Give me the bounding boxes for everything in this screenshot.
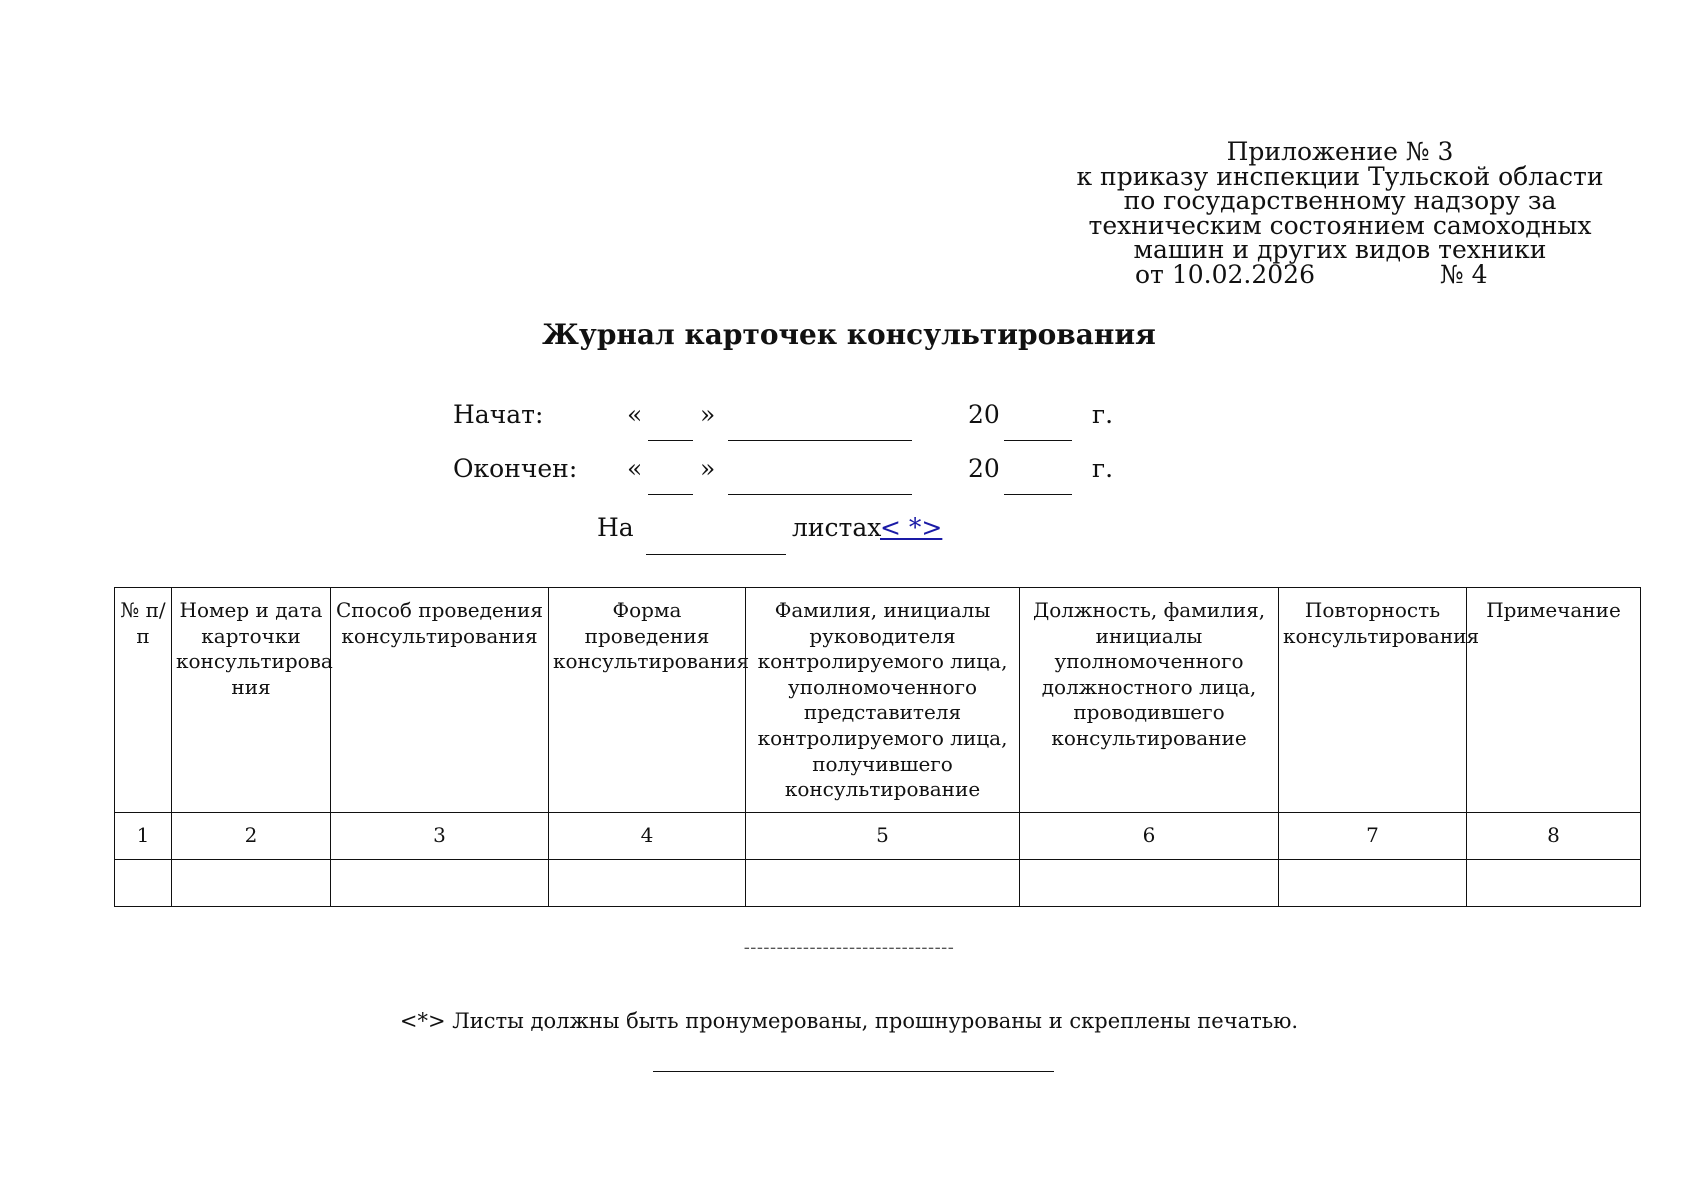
appendix-line: техническим состоянием самоходных xyxy=(1088,210,1592,240)
appendix-line: к приказу инспекции Тульской области xyxy=(1076,161,1604,191)
empty-cell[interactable] xyxy=(746,860,1020,907)
header-cell: № п/п xyxy=(115,588,172,813)
empty-cell[interactable] xyxy=(1279,860,1467,907)
ended-year-suffix: г. xyxy=(1092,454,1114,483)
column-number-cell: 2 xyxy=(172,813,331,860)
ended-label: Окончен: xyxy=(453,454,578,483)
empty-cell[interactable] xyxy=(172,860,331,907)
footnote-separator: -------------------------------- xyxy=(743,937,955,958)
journal-table xyxy=(114,587,1641,907)
footnote-reference-link[interactable]: < *> xyxy=(880,513,943,542)
document-title: Журнал карточек консультирования xyxy=(542,318,1156,351)
header-cell: Фамилия, инициалы руководителя контролируемого лица, уполномоченного представителя контролируемого лица, получившего консультирование xyxy=(746,588,1020,813)
sheets-count-blank[interactable] xyxy=(646,554,786,555)
started-month-blank[interactable] xyxy=(728,440,912,441)
sheets-label: листах xyxy=(792,513,882,542)
started-label: Начат: xyxy=(453,400,544,429)
started-year-suffix: г. xyxy=(1092,400,1114,429)
started-open-quote: « xyxy=(627,400,643,429)
header-cell: Примечание xyxy=(1467,588,1641,813)
header-cell: Номер и дата карточки консультирова ния xyxy=(172,588,331,813)
header-cell: Должность, фамилия, инициалы уполномоченного должностного лица, проводившего консультирование xyxy=(1020,588,1279,813)
empty-cell[interactable] xyxy=(1020,860,1279,907)
started-year-blank[interactable] xyxy=(1004,440,1072,441)
ended-month-blank[interactable] xyxy=(728,494,912,495)
column-number-cell: 8 xyxy=(1467,813,1641,860)
table-header-row xyxy=(115,588,1641,813)
table-row xyxy=(115,860,1641,907)
column-number-cell: 5 xyxy=(746,813,1020,860)
header-cell: Повторность консультирования xyxy=(1279,588,1467,813)
column-number-cell: 7 xyxy=(1279,813,1467,860)
empty-cell[interactable] xyxy=(549,860,746,907)
empty-cell[interactable] xyxy=(115,860,172,907)
ended-year-blank[interactable] xyxy=(1004,494,1072,495)
sheets-prefix: На xyxy=(597,513,634,542)
appendix-date: от 10.02.2026 xyxy=(1135,260,1315,289)
footer-divider xyxy=(653,1071,1054,1072)
ended-close-quote: » xyxy=(700,454,716,483)
header-cell: Форма проведения консультирования xyxy=(549,588,746,813)
header-cell: Способ проведения консультирования xyxy=(331,588,549,813)
column-number-cell: 4 xyxy=(549,813,746,860)
column-number-cell: 6 xyxy=(1020,813,1279,860)
footnote-text: <*> Листы должны быть пронумерованы, прошнурованы и скреплены печатью. xyxy=(399,1009,1299,1033)
started-close-quote: » xyxy=(700,400,716,429)
appendix-header xyxy=(1070,137,1610,264)
ended-year-prefix: 20 xyxy=(968,454,1000,483)
started-day-blank[interactable] xyxy=(648,440,693,441)
ended-open-quote: « xyxy=(627,454,643,483)
empty-cell[interactable] xyxy=(331,860,549,907)
column-number-cell: 1 xyxy=(115,813,172,860)
started-year-prefix: 20 xyxy=(968,400,1000,429)
appendix-number: № 4 xyxy=(1440,260,1488,289)
appendix-line: по государственному надзору за xyxy=(1123,186,1557,215)
column-number-row xyxy=(115,813,1641,860)
appendix-line: машин и других видов техники xyxy=(1133,235,1547,264)
column-number-cell: 3 xyxy=(331,813,549,860)
appendix-line: Приложение № 3 xyxy=(1226,137,1454,166)
ended-day-blank[interactable] xyxy=(648,494,693,495)
empty-cell[interactable] xyxy=(1467,860,1641,907)
